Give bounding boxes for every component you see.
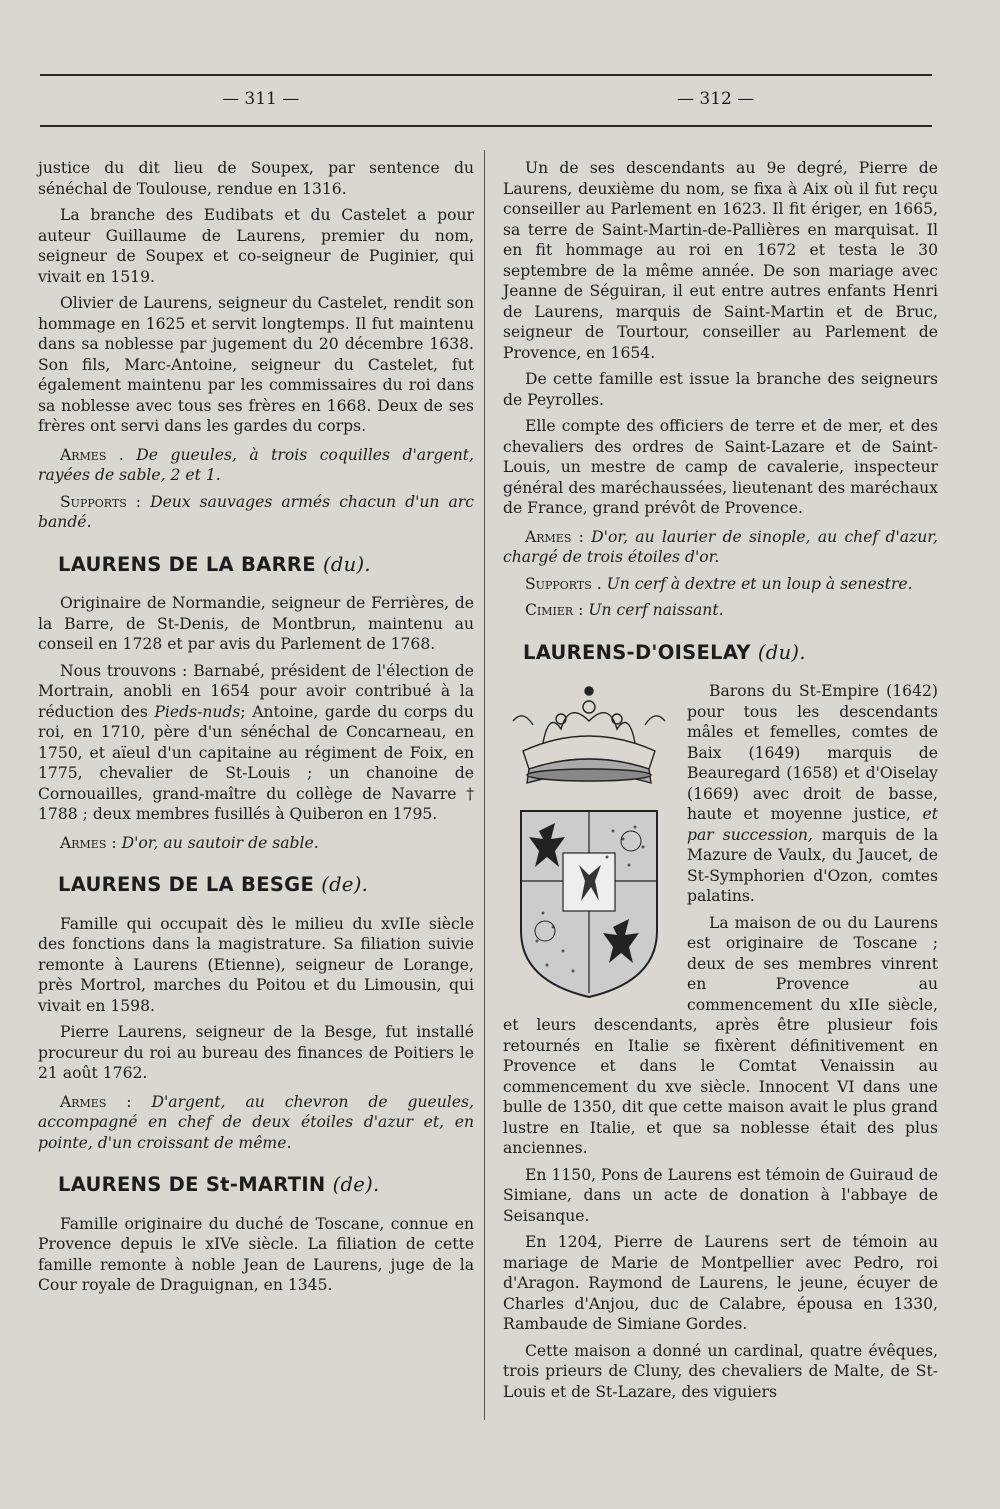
- supports-entry: [503, 574, 938, 595]
- supports-text: Un cerf à dextre et un loup à senestre.: [606, 574, 913, 593]
- paragraph: La branche des Eudibats et du Castelet a pour auteur Guillaume de Laurens, premier du nom, seigneur de Soupex et co-seigneur de Puginier, qui vivait en 1519.: [38, 206, 474, 286]
- arms-label: Armes :: [60, 1092, 132, 1111]
- paragraph: Cette maison a donné un cardinal, quatre évêques, trois prieurs de Cluny, des chevaliers de Malte, de St-Louis et de St-Lazare, des viguiers: [503, 1341, 938, 1401]
- arms-entry: [38, 445, 474, 486]
- heading-laurens-de-la-besge: LAURENS DE LA BESGE (de).: [58, 873, 369, 896]
- arms-entry: [503, 527, 938, 568]
- paragraph: Barons du St-Empire (1642) pour tous les descendants mâles et femelles, comtes de Baix (1649) marquis de Beauregard (1658) et d'Oiselay (1669) avec droit de basse, haute et moyenne justice, et par succession, marquis de la Mazure de Vaulx, du Jaucet, de St-Symphorien d'Ozon, comtes palatins.: [687, 682, 939, 905]
- left-column: [38, 158, 474, 1302]
- cimier-entry: [503, 600, 938, 621]
- supports-label: Supports .: [525, 574, 602, 593]
- column-divider: [484, 150, 485, 1420]
- paragraph: En 1204, Pierre de Laurens sert de témoin au mariage de Marie de Montpellier avec Pedro, roi d'Aragon. Raymond de Laurens, le jeune, écuyer de Charles d'Anjou, duc de Calabre, épousa en 1330, Rambaude de Simiane Gordes.: [503, 1233, 938, 1333]
- top-rule: [40, 74, 932, 76]
- paragraph: De cette famille est issue la branche des seigneurs de Peyrolles.: [503, 370, 938, 409]
- arms-entry: [38, 1092, 474, 1154]
- page-number-right: — 312 —: [677, 89, 755, 109]
- supports-entry: [38, 492, 474, 533]
- paragraph: Pierre Laurens, seigneur de la Besge, fut installé procureur du roi au bureau des finances de Poitiers le 21 août 1762.: [38, 1023, 474, 1082]
- paragraph: En 1150, Pons de Laurens est témoin de Guiraud de Simiane, dans un acte de donation à l'abbaye de Seisanque.: [503, 1165, 938, 1225]
- paragraph: justice du dit lieu de Soupex, par sentence du sénéchal de Toulouse, rendue en 1316.: [38, 159, 474, 198]
- cimier-label: Cimier :: [525, 601, 584, 619]
- header-rule: [40, 125, 932, 127]
- paragraph: Nous trouvons : Barnabé, président de l'élection de Mortrain, anobli en 1654 pour avoir contribué à la réduction des Pieds-nuds; Antoine, garde du corps du roi, en 1710, père d'un sénéchal de Concarneau, en 1750, et aïeul d'un capitaine au régiment de Foix, en 1775, chevalier de St-Louis ; un chanoine de Cornouailles, grand-maître du collège de Navarre † 1788 ; deux membres fusillés à Quiberon en 1795.: [38, 661, 474, 823]
- coat-of-arms-icon: [503, 681, 675, 999]
- page-number-left: — 311 —: [222, 89, 300, 109]
- heading-laurens-de-la-barre: LAURENS DE LA BARRE (du).: [58, 552, 371, 576]
- supports-text: Deux sauvages armés chacun d'un arc bandé.: [38, 492, 474, 531]
- supports-label: Supports :: [60, 492, 142, 511]
- arms-blazon: D'or, au laurier de sinople, au chef d'azur, chargé de trois étoiles d'or.: [503, 527, 938, 566]
- paragraph: Famille qui occupait dès le milieu du xvIIe siècle des fonctions dans la magistrature. Sa filiation suivie remonte à Laurens (Etienne), seigneur de Lorange, près Mortrol, marches du Poitou et du Limousin, qui vivait en 1598.: [38, 914, 474, 1015]
- arms-blazon: D'argent, au chevron de gueules, accompagné en chef de deux étoiles d'azur et, en pointe, d'un croissant de même.: [38, 1092, 474, 1152]
- arms-label: Armes :: [60, 833, 117, 852]
- paragraph: Un de ses descendants au 9e degré, Pierre de Laurens, deuxième du nom, se fixa à Aix où il fut reçu conseiller au Parlement en 1623. Il fit ériger, en 1665, sa terre de Saint-Martin-de-Pallières en marquisat. Il en fit hommage au roi en 1672 et testa le 30 septembre de la même année. De son mariage avec Jeanne de Séguiran, il eut entre autres enfants Henri de Laurens, marquis de Saint-Martin et de Bruc, seigneur de Tourtour, conseiller au Parlement de Provence, en 1654.: [503, 159, 938, 362]
- paragraph: La maison de ou du Laurens est originaire de Toscane ; deux de ses membres vinrent en Provence au commencement du xIIe siècle, et leurs descendants, après être plusieur fois retournés en Italie se fixèrent définitivement en Provence et dans le Comtat Venaissin au commencement du xve siècle. Innocent VI dans une bulle de 1350, dit que cette maison avait le plus grand lustre en Italie, et que sa noblesse était des plus anciennes.: [503, 913, 938, 1157]
- arms-blazon: De gueules, à trois coquilles d'argent, rayées de sable, 2 et 1.: [38, 445, 474, 484]
- heading-laurens-de-st-martin: LAURENS DE St-MARTIN (de).: [58, 1173, 380, 1196]
- right-column: [503, 158, 938, 1408]
- heading-laurens-d-oiselay: LAURENS-D'OISELAY (du).: [523, 640, 806, 664]
- paragraph: Elle compte des officiers de terre et de mer, et des chevaliers des ordres de Saint-Lazare et de Saint-Louis, un mestre de camp de cavalerie, inspecteur général des maréchaussées, lieutenant des maréchaux de France, grand prévôt de Provence.: [503, 417, 938, 517]
- arms-entry: [38, 833, 474, 854]
- cimier-text: Un cerf naissant.: [588, 601, 724, 619]
- arms-blazon: D'or, au sautoir de sable.: [121, 833, 319, 852]
- paragraph: Famille originaire du duché de Toscane, connue en Provence depuis le xIVe siècle. La filiation de cette famille remonte à noble Jean de Laurens, juge de la Cour royale de Draguignan, en 1345.: [38, 1214, 474, 1294]
- paragraph: Olivier de Laurens, seigneur du Castelet, rendit son hommage en 1625 et servit longtemps. Il fut maintenu dans sa noblesse par jugement du 20 décembre 1638. Son fils, Marc-Antoine, seigneur du Castelet, fut également maintenu par les commissaires du roi dans sa noblesse avec tous ses frères en 1668. Deux de ses frères ont servi dans les gardes du corps.: [38, 294, 474, 435]
- coat-of-arms-figure: [503, 681, 675, 999]
- paragraph: Originaire de Normandie, seigneur de Ferrières, de la Barre, de St-Denis, de Montbrun, maintenu au conseil en 1728 et par avis du Parlement de 1768.: [38, 594, 474, 653]
- arms-label: Armes .: [60, 445, 124, 464]
- arms-label: Armes :: [525, 527, 584, 546]
